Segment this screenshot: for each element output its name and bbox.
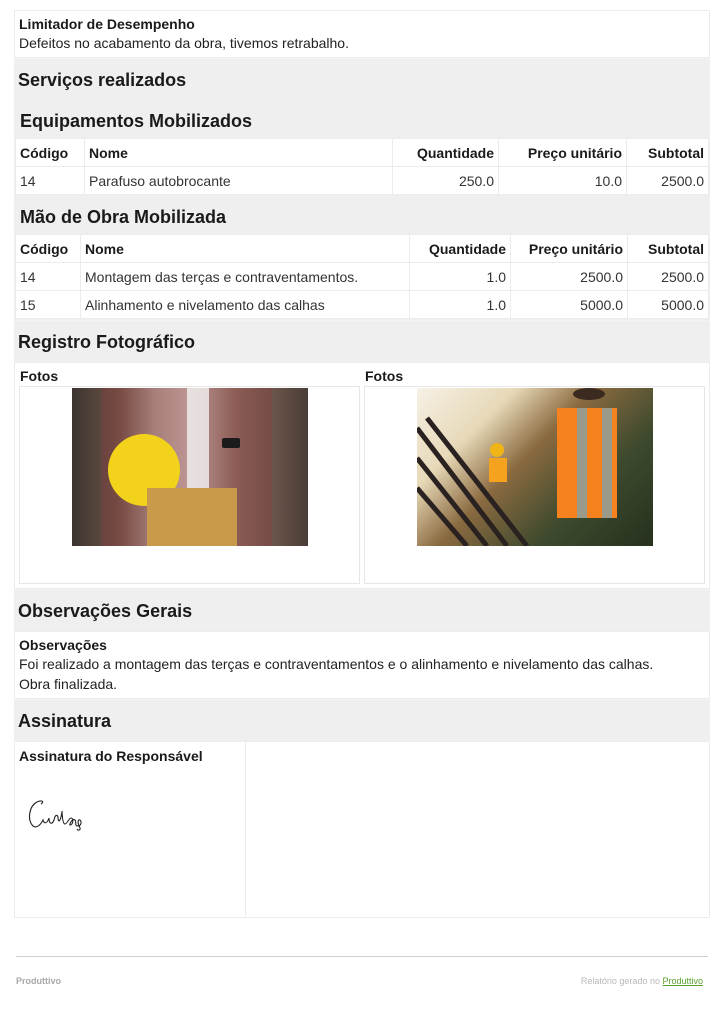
cell-subtotal: 2500.0 <box>628 263 709 291</box>
photo-frame <box>19 386 360 584</box>
table-header-row <box>16 139 709 167</box>
photo-roof-workers-image <box>417 388 653 546</box>
signature-glyph <box>25 798 89 832</box>
col-codigo: Código <box>16 235 81 263</box>
footer-produttivo-link[interactable]: Produttivo <box>662 976 703 986</box>
signature-label: Assinatura do Responsável <box>19 748 203 764</box>
photo-label: Fotos <box>365 368 404 384</box>
footer-credit <box>581 976 703 986</box>
limitador-field <box>14 10 710 58</box>
cell-codigo: 15 <box>16 291 81 319</box>
limitador-label: Limitador de Desempenho <box>19 16 195 32</box>
signature-blank-cell <box>246 742 709 917</box>
section-registro-title: Registro Fotográfico <box>14 320 710 362</box>
footer-credit-text: Relatório gerado no <box>580 976 663 986</box>
photo-frame <box>364 386 705 584</box>
table-row <box>16 167 709 195</box>
limitador-value: Defeitos no acabamento da obra, tivemos retrabalho. <box>19 35 349 51</box>
cell-codigo: 14 <box>16 263 81 291</box>
equipamentos-section <box>14 100 710 196</box>
cell-preco: 5000.0 <box>511 291 628 319</box>
equipamentos-table <box>15 138 709 195</box>
section-servicos-title: Serviços realizados <box>14 58 710 100</box>
col-quantidade: Quantidade <box>410 235 511 263</box>
cell-preco: 10.0 <box>499 167 627 195</box>
section-assinatura-title: Assinatura <box>14 699 710 741</box>
photo-worker-hardhat-image <box>72 388 308 546</box>
col-subtotal: Subtotal <box>627 139 709 167</box>
table-row <box>16 291 709 319</box>
signature-cell <box>15 742 246 917</box>
cell-codigo: 14 <box>16 167 85 195</box>
photo-label: Fotos <box>20 368 59 384</box>
cell-quantidade: 1.0 <box>410 291 511 319</box>
table-row <box>16 263 709 291</box>
cell-preco: 2500.0 <box>511 263 628 291</box>
col-nome: Nome <box>81 235 410 263</box>
col-preco: Preço unitário <box>499 139 627 167</box>
footer-divider <box>16 956 708 957</box>
col-preco: Preço unitário <box>511 235 628 263</box>
col-codigo: Código <box>16 139 85 167</box>
mao-de-obra-table <box>15 234 709 319</box>
equipamentos-title: Equipamentos Mobilizados <box>20 111 253 131</box>
observacoes-line-2: Obra finalizada. <box>19 676 118 692</box>
photo-grid <box>14 362 710 589</box>
cell-nome: Alinhamento e nivelamento das calhas <box>81 291 410 319</box>
col-quantidade: Quantidade <box>393 139 499 167</box>
photo-column <box>19 367 360 584</box>
observacoes-field <box>14 631 710 699</box>
cell-nome: Parafuso autobrocante <box>85 167 393 195</box>
footer-brand: Produttivo <box>16 976 61 986</box>
col-nome: Nome <box>85 139 393 167</box>
mao-de-obra-section <box>14 196 710 320</box>
report-page <box>14 10 710 918</box>
col-subtotal: Subtotal <box>628 235 709 263</box>
photo-column <box>364 367 705 584</box>
cell-nome: Montagem das terças e contraventamentos. <box>81 263 410 291</box>
photo-worker-hardhat[interactable] <box>72 388 308 546</box>
observacoes-label: Observações <box>19 637 107 653</box>
cell-quantidade: 1.0 <box>410 263 511 291</box>
signature-image <box>25 798 241 837</box>
cell-subtotal: 2500.0 <box>627 167 709 195</box>
mao-de-obra-title: Mão de Obra Mobilizada <box>20 207 227 227</box>
table-header-row <box>16 235 709 263</box>
photo-roof-workers[interactable] <box>417 388 653 546</box>
observacoes-line-1: Foi realizado a montagem das terças e contraventamentos e o alinhamento e nivelamento das calhas. <box>19 656 654 672</box>
cell-subtotal: 5000.0 <box>628 291 709 319</box>
signature-section <box>14 741 710 918</box>
section-observacoes-title: Observações Gerais <box>14 589 710 631</box>
cell-quantidade: 250.0 <box>393 167 499 195</box>
